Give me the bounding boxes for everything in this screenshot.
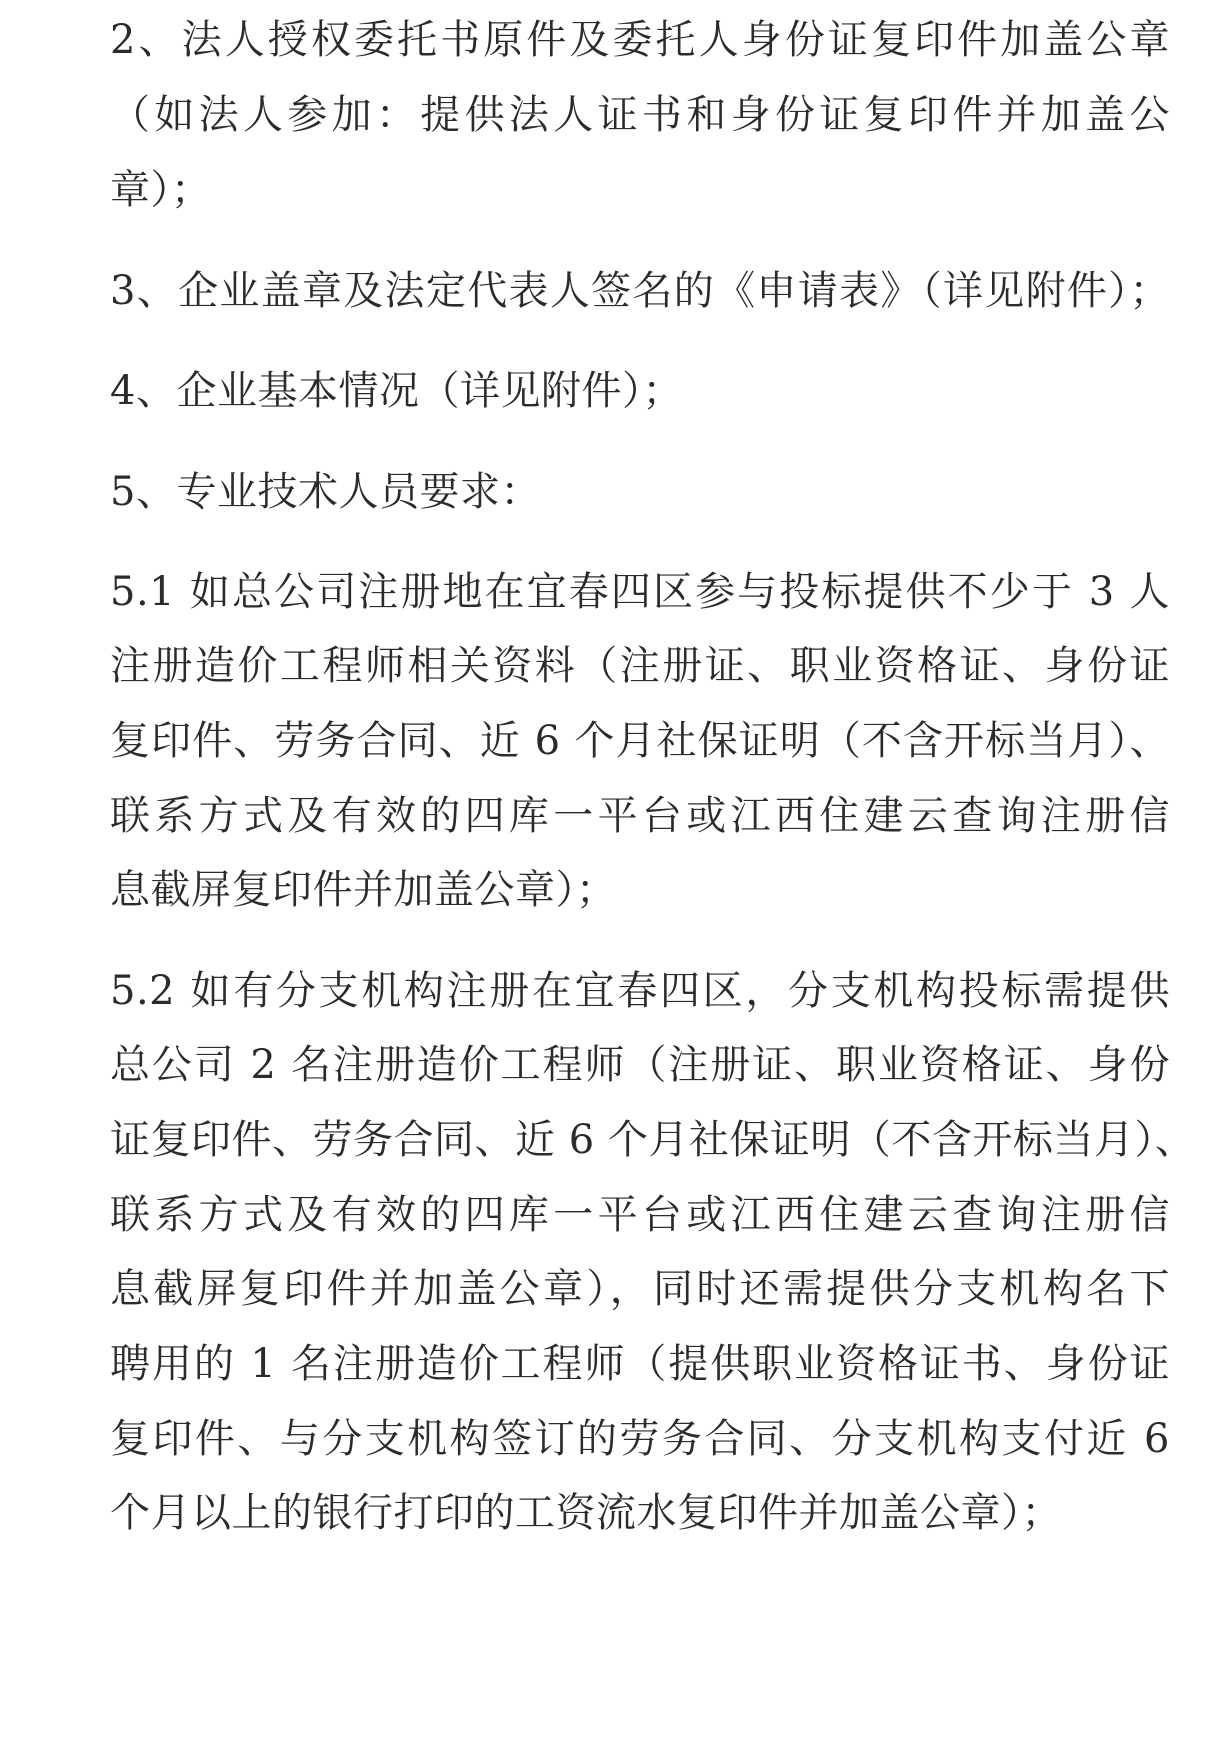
paragraph-line: 2、法人授权委托书原件及委托人身份证复印件加盖公章 bbox=[110, 17, 1170, 63]
paragraph-line: 联系方式及有效的四库一平台或江西住建云查询注册信 bbox=[110, 1192, 1170, 1238]
paragraph-line: 注册造价工程师相关资料（注册证、职业资格证、身份证 bbox=[110, 643, 1170, 689]
paragraph-line: 息截屏复印件并加盖公章），同时还需提供分支机构名下 bbox=[110, 1266, 1170, 1312]
paragraph-line: 总公司 2 名注册造价工程师（注册证、职业资格证、身份 bbox=[110, 1042, 1170, 1088]
paragraph-line: 4、企业基本情况（详见附件）； bbox=[110, 368, 683, 414]
paragraph-line: 个月以上的银行打印的工资流水复印件并加盖公章）； bbox=[110, 1490, 1062, 1536]
paragraph-line: 证复印件、劳务合同、近 6 个月社保证明（不含开标当月）、 bbox=[110, 1117, 1196, 1163]
paragraph-line: 5、专业技术人员要求： bbox=[110, 469, 541, 515]
paragraph-line: 复印件、与分支机构签订的劳务合同、分支机构支付近 6 bbox=[110, 1416, 1170, 1462]
paragraph-line: 3、企业盖章及法定代表人签名的《申请表》（详见附件）； bbox=[110, 268, 1170, 314]
paragraph-line: 复印件、劳务合同、近 6 个月社保证明（不含开标当月）、 bbox=[110, 718, 1170, 764]
paragraph-line: 章）； bbox=[110, 167, 212, 213]
paragraph-line: 5.2 如有分支机构注册在宜春四区，分支机构投标需提供 bbox=[110, 968, 1170, 1014]
paragraph-line: 联系方式及有效的四库一平台或江西住建云查询注册信 bbox=[110, 793, 1170, 839]
paragraph-line: 聘用的 1 名注册造价工程师（提供职业资格证书、身份证 bbox=[110, 1341, 1170, 1387]
paragraph-line: （如法人参加：提供法人证书和身份证复印件并加盖公 bbox=[110, 92, 1170, 138]
paragraph-line: 息截屏复印件并加盖公章）； bbox=[110, 867, 617, 913]
paragraph-line: 5.1 如总公司注册地在宜春四区参与投标提供不少于 3 人 bbox=[110, 569, 1170, 615]
